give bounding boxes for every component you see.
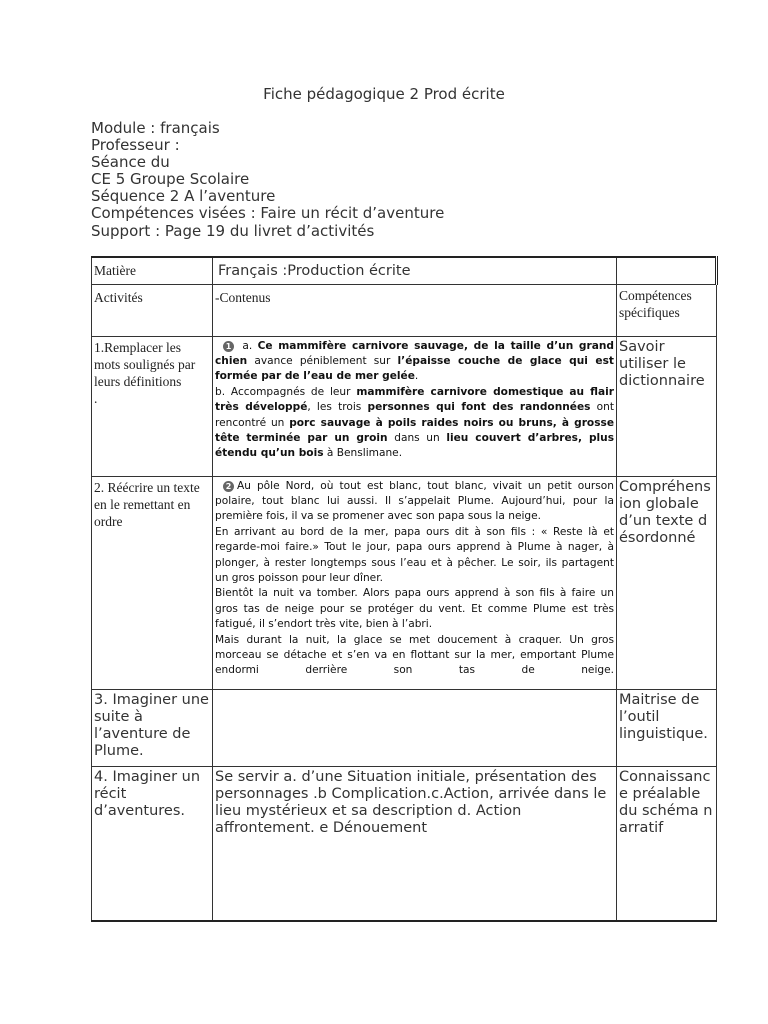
competence-cell <box>617 689 717 766</box>
matiere-empty-cell <box>617 257 717 284</box>
competence-cell <box>617 476 717 689</box>
content-cell <box>213 476 617 689</box>
table-row <box>92 284 717 336</box>
meta-module: Module : français <box>91 119 220 137</box>
plain-text: avance péniblement sur <box>254 354 391 367</box>
story-paragraph-3: Bientôt la nuit va tomber. Alors papa ours apprend à son fils à faire un gros tas de neige pour se protéger du vent. Et comme Plume est très fatigué, il s’endort très vite, bien à l’abri. <box>215 587 614 631</box>
table-row <box>92 689 717 766</box>
competence-cell <box>617 336 717 476</box>
table-row <box>92 766 717 921</box>
story-paragraph-2: En arrivant au bord de la mer, papa ours dit à son fils : « Reste là et regarde-moi faire.» Tout le jour, papa ours apprend à Plume à nager, à plonger, à rester longtemps sous l’eau et à pêcher. Le soir, ils partagent un gros poisson pour leur dîner. <box>215 525 614 584</box>
table-row <box>92 336 717 476</box>
activity-1-dot: . <box>94 390 98 406</box>
exercise-number-icon: 1 <box>223 341 234 352</box>
activity-1: 1.Remplacer les mots soulignés par leurs définitions <box>94 339 196 389</box>
meta-sequence: Séquence 2 A l’aventure <box>91 187 276 206</box>
table-row <box>92 257 717 284</box>
content-cell <box>213 766 617 921</box>
plain-text: . <box>414 370 419 383</box>
content-cell <box>213 336 617 476</box>
underlined-phrase: personnes qui font des randonnées <box>367 401 591 414</box>
content-4: Se servir a. d’une Situation initiale, présentation des personnages .b Complication.c.Action, arrivée dans le lieu mystérieux et sa description d. Action affrontement. e Dénouement <box>215 768 607 836</box>
activity-3: 3. Imaginer une suite à l’aventure de Plume. <box>94 691 209 759</box>
content-cell <box>213 689 617 766</box>
paragraph-text: Au pôle Nord, où tout est blanc, tout blanc, vivait un petit ourson polaire, tout blanc lui aussi. Il s’appelait Plume. Aujourd’hui, pour la première fois, il va se promener avec son papa sous la neige. <box>215 479 614 523</box>
competence-4: Connaissance préalable du schéma narratif <box>619 768 713 836</box>
underlined-phrase: porc sauvage à poils raides noirs ou bruns, à grosse tête terminée par un groin <box>215 416 615 444</box>
plain-text: ont rencontré un <box>215 401 614 429</box>
activites-header: Activités <box>94 289 143 305</box>
competences-header-cell <box>617 284 717 336</box>
activity-cell <box>92 336 213 476</box>
underlined-phrase: Ce mammifère carnivore sauvage, de la taille d’un grand chien <box>215 339 614 367</box>
underlined-phrase: au flair très développé <box>215 385 614 414</box>
competence-3: Maitrise de l’outil linguistique. <box>619 691 708 742</box>
activity-cell <box>92 689 213 766</box>
story-paragraph-4: Mais durant la nuit, la glace se met doucement à craquer. Un gros morceau se détache et s’en va en flottant sur la mer, emportant Plume endormi derrière son tas de neige. <box>215 633 614 677</box>
table-row <box>92 476 717 689</box>
underlined-phrase: lieu couvert d’arbres, plus étendu qu’un bois <box>215 431 615 460</box>
matiere-value: Français :Production écrite <box>218 263 411 279</box>
activity-cell <box>92 766 213 921</box>
underlined-phrase: mammifère carnivore domestique <box>356 385 564 398</box>
matiere-value-cell <box>213 257 617 284</box>
competence-cell <box>617 766 717 921</box>
meta-block <box>91 120 444 240</box>
meta-seance: Séance du <box>91 153 170 172</box>
underlined-phrase: l’épaisse couche de glace qui est formée par de l’eau de mer gelée <box>215 354 614 383</box>
exercise-1b <box>215 385 614 462</box>
plain-text: à Benslimane. <box>326 447 403 460</box>
activity-4: 4. Imaginer un récit d’aventures. <box>94 768 201 819</box>
meta-support: Support : Page 19 du livret d’activités <box>91 221 375 240</box>
meta-professeur: Professeur : <box>91 136 180 155</box>
page-title: Fiche pédagogique 2 Prod écrite <box>263 85 505 103</box>
story-paragraph-1 <box>215 479 614 525</box>
competence-2: Compréhension globale d’un texte désordonné <box>619 478 711 546</box>
item-label: b. Accompagnés de leur <box>215 385 351 398</box>
activity-2: 2. Réécrire un texte en le remettant en ordre <box>94 479 200 529</box>
contenus-header: -Contenus <box>215 289 271 305</box>
fiche-table <box>91 256 718 922</box>
contenus-header-cell <box>213 284 617 336</box>
matiere-label: Matière <box>94 263 136 278</box>
plain-text: , les trois <box>307 401 362 414</box>
exercise-1a <box>215 339 614 385</box>
meta-competences: Compétences visées : Faire un récit d’aventure <box>91 204 445 223</box>
item-label: a. <box>242 339 253 352</box>
activites-header-cell <box>92 284 213 336</box>
competences-header: Compétences spécifiques <box>619 287 692 320</box>
activity-cell <box>92 476 213 689</box>
plain-text: dans un <box>394 431 440 444</box>
competence-1: Savoir utiliser le dictionnaire <box>619 338 705 389</box>
exercise-number-icon: 2 <box>223 481 234 492</box>
matiere-label-cell <box>92 257 213 284</box>
meta-classe: CE 5 Groupe Scolaire <box>91 170 250 189</box>
